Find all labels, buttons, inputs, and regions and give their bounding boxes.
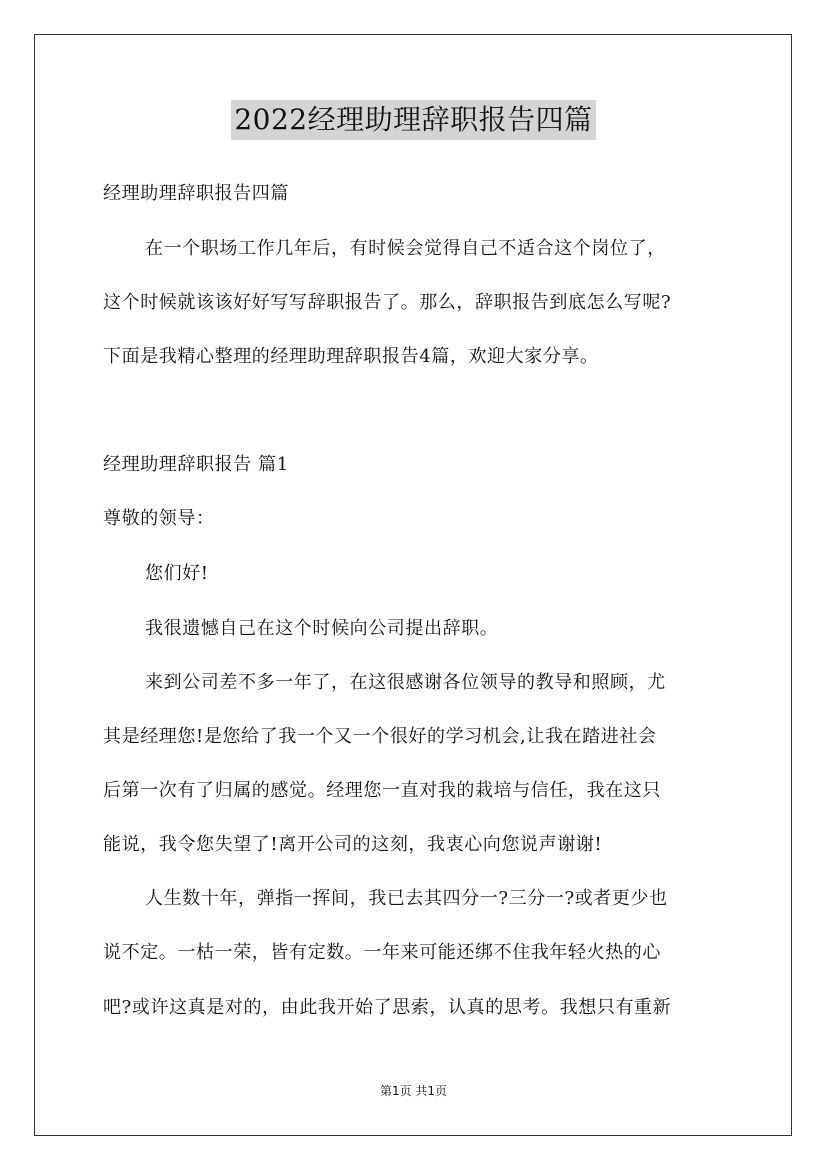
paragraph-line: 这个时候就该该好好写写辞职报告了。那么，辞职报告到底怎么写呢? bbox=[103, 292, 672, 313]
paragraph-line: 能说，我令您失望了!离开公司的这刻，我衷心向您说声谢谢! bbox=[103, 834, 603, 855]
paragraph-line: 下面是我精心整理的经理助理辞职报告4篇，欢迎大家分享。 bbox=[103, 346, 599, 367]
greeting: 您们好! bbox=[145, 563, 209, 584]
paragraph-line: 在一个职场工作几年后，有时候会觉得自己不适合这个岗位了， bbox=[145, 238, 666, 259]
page-footer: 第1页 共1页 bbox=[379, 1084, 448, 1098]
paragraph-line: 说不定。一枯一荣，皆有定数。一年来可能还绑不住我年轻火热的心 bbox=[103, 942, 661, 963]
section-heading: 经理助理辞职报告 篇1 bbox=[103, 454, 289, 475]
subtitle-line: 经理助理辞职报告四篇 bbox=[103, 183, 289, 204]
paragraph-line: 吧?或许这真是对的，由此我开始了思索，认真的思考。我想只有重新 bbox=[103, 997, 672, 1018]
paragraph-line: 后第一次有了归属的感觉。经理您一直对我的栽培与信任，我在这只 bbox=[103, 780, 661, 801]
salutation: 尊敬的领导： bbox=[103, 508, 215, 529]
paragraph-line: 人生数十年，弹指一挥间，我已去其四分一?三分一?或者更少也 bbox=[145, 888, 668, 909]
document-title: 2022经理助理辞职报告四篇 bbox=[231, 100, 595, 140]
paragraph-line: 其是经理您!是您给了我一个又一个很好的学习机会,让我在踏进社会 bbox=[103, 726, 657, 747]
paragraph-line: 来到公司差不多一年了，在这很感谢各位领导的教导和照顾，尤 bbox=[145, 672, 666, 693]
paragraph-line: 我很遗憾自己在这个时候向公司提出辞职。 bbox=[145, 618, 499, 639]
